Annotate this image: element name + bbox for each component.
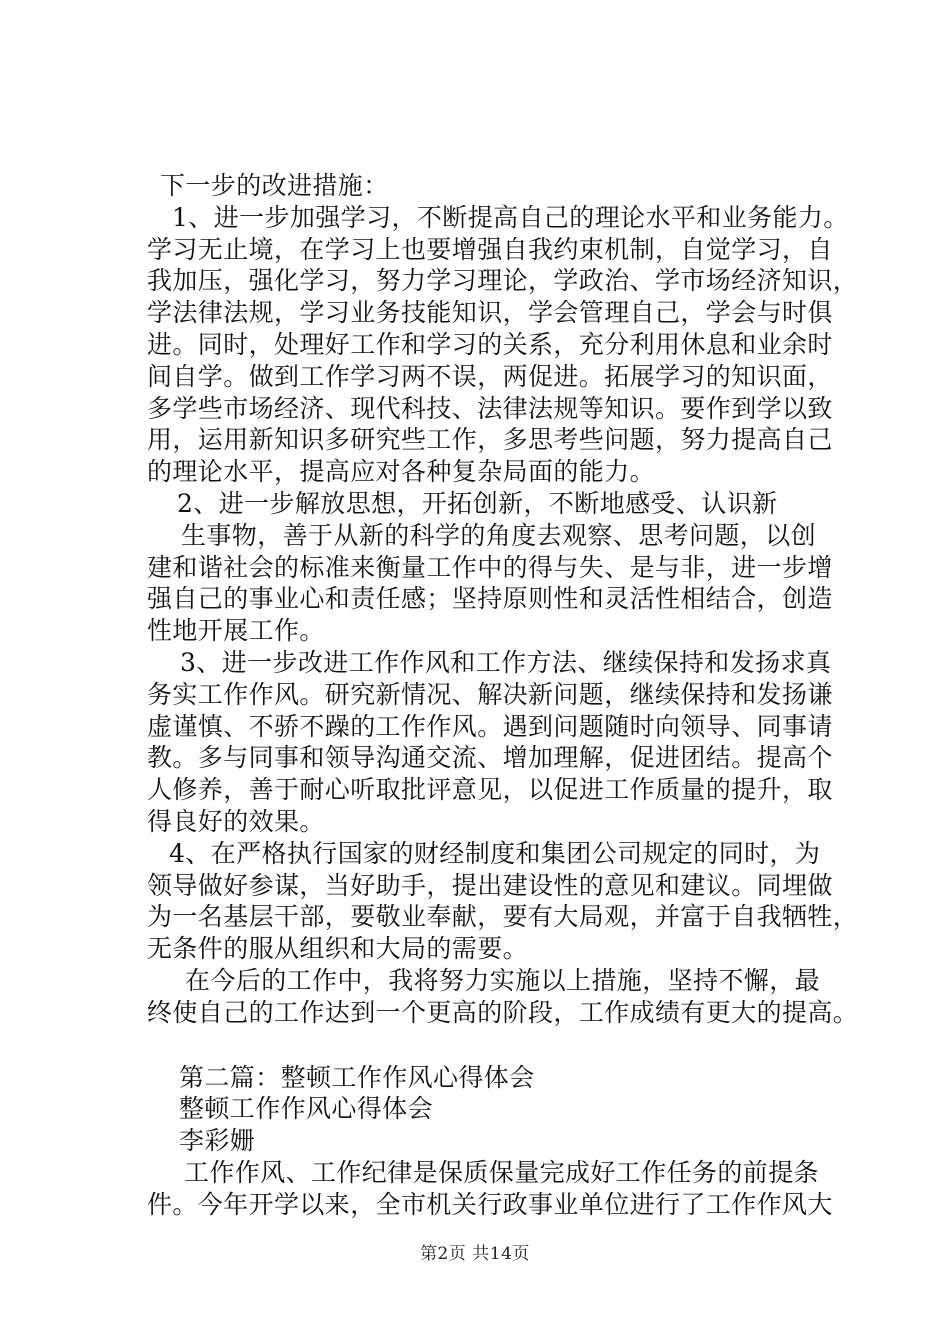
paragraph-4 <box>147 838 859 965</box>
paragraph-line: 间自学。做到工作学习两不误，两促进。拓展学习的知识面， <box>147 361 833 391</box>
paragraph-line: 为一名基层干部，要敬业奉献，要有大局观，并富于自我牺牲， <box>147 902 859 932</box>
paragraph-line: 无条件的服从组织和大局的需要。 <box>147 934 529 964</box>
page-number-footer: 第2页 共14页 <box>420 1244 530 1264</box>
paragraph-line: 1、进一步加强学习，不断提高自己的理论水平和业务能力。 <box>172 202 849 232</box>
paragraph-line: 4、在严格执行国家的财经制度和集团公司规定的同时，为 <box>169 838 821 868</box>
paragraph-line: 进。同时，处理好工作和学习的关系，充分利用休息和业余时 <box>147 329 833 359</box>
paragraph-line: 教。多与同事和领导沟通交流、增加理解，促进团结。提高个 <box>147 743 833 773</box>
paragraph-line: 学法律法规，学习业务技能知识，学会管理自己，学会与时俱 <box>147 298 833 328</box>
paragraph-line: 用，运用新知识多研究些工作，多思考些问题，努力提高自己 <box>147 425 833 455</box>
paragraph-gap <box>147 1029 847 1062</box>
paragraph-line: 强自己的事业心和责任感；坚持原则性和灵活性相结合，创造 <box>147 584 833 614</box>
paragraph-line: 建和谐社会的标准来衡量工作中的得与失、是与非，进一步增 <box>147 552 833 582</box>
paragraph-line: 生事物，善于从新的科学的角度去观察、思考问题，以创 <box>181 520 817 550</box>
paragraph-line: 学习无止境，在学习上也要增强自我约束机制，自觉学习，自 <box>147 234 833 264</box>
paragraph-5 <box>147 965 859 1029</box>
article-author: 李彩姗 <box>179 1126 256 1156</box>
paragraph-line: 工作作风、工作纪律是保质保量完成好工作任务的前提条 <box>184 1157 820 1187</box>
paragraph-line: 性地开展工作。 <box>147 616 325 646</box>
paragraph-2 <box>147 488 847 647</box>
paragraph-line: 我加压，强化学习，努力学习理论，学政治、学市场经济知识， <box>147 266 859 296</box>
paragraph-line: 多学些市场经济、现代科技、法律法规等知识。要作到学以致 <box>147 393 833 423</box>
paragraph-line: 2、进一步解放思想，开拓创新，不断地感受、认识新 <box>177 488 778 518</box>
paragraph-line: 务实工作作风。研究新情况、解决新问题，继续保持和发扬谦 <box>147 679 833 709</box>
paragraph-3 <box>147 647 847 838</box>
paragraph-line: 终使自己的工作达到一个更高的阶段，工作成绩有更大的提高。 <box>147 997 859 1027</box>
paragraph-line: 人修养，善于耐心听取批评意见，以促进工作质量的提升，取 <box>147 775 833 805</box>
second-article <box>147 1062 847 1221</box>
paragraph-line: 虚谨慎、不骄不躁的工作作风。遇到问题随时向领导、同事请 <box>147 711 833 741</box>
document-body <box>147 170 859 1221</box>
paragraph-line: 得良好的效果。 <box>147 806 325 836</box>
paragraph-1 <box>147 202 859 488</box>
paragraph-line: 3、进一步改进工作作风和工作方法、继续保持和发扬求真 <box>180 647 832 677</box>
article-heading: 第二篇：整顿工作作风心得体会 <box>179 1062 535 1092</box>
paragraph-line: 件。今年开学以来，全市机关行政事业单位进行了工作作风大 <box>147 1189 833 1219</box>
article-title: 整顿工作作风心得体会 <box>179 1094 434 1124</box>
paragraph-line: 领导做好参谋，当好助手，提出建设性的意见和建议。同埋做 <box>147 870 833 900</box>
paragraph-line: 的理论水平，提高应对各种复杂局面的能力。 <box>147 457 656 487</box>
paragraph-line: 在今后的工作中，我将努力实施以上措施，坚持不懈，最 <box>185 965 821 995</box>
section-heading-next-steps: 下一步的改进措施： <box>160 171 389 200</box>
